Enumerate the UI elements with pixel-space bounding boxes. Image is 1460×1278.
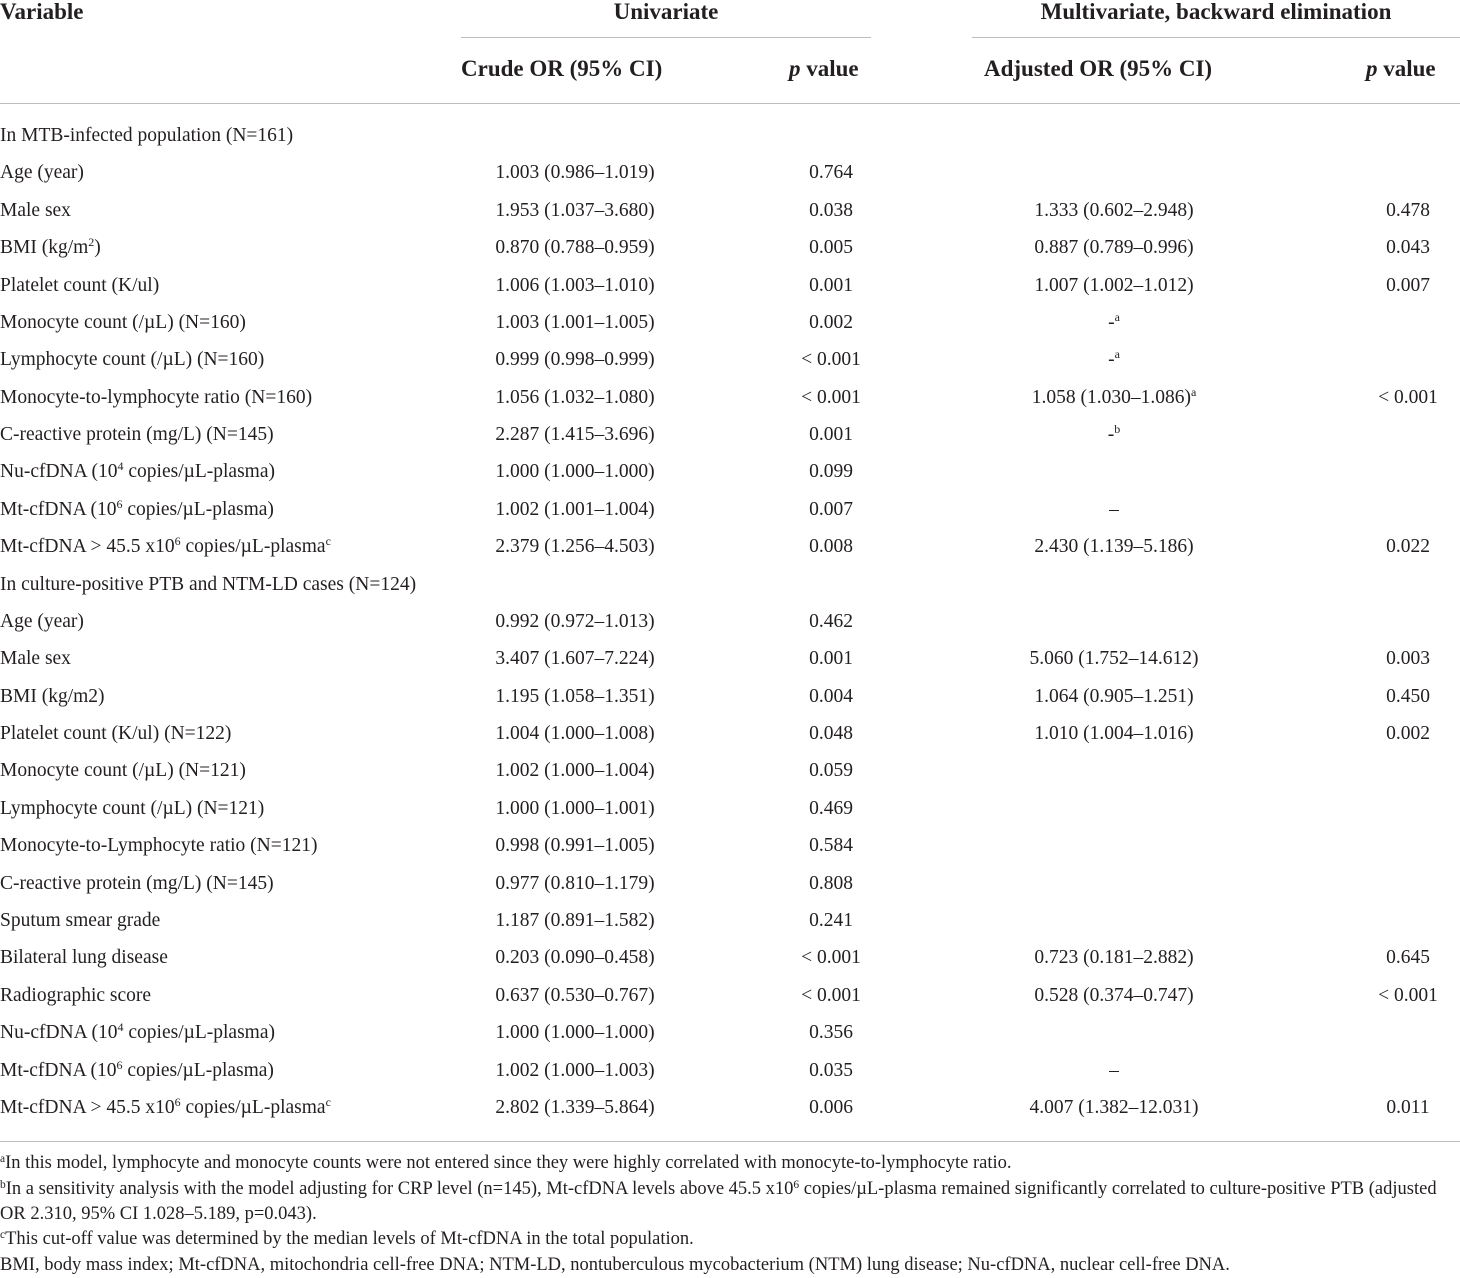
variable-cell xyxy=(0,603,84,640)
crude-or-cell: 2.379 (1.256–4.503) xyxy=(495,536,655,558)
variable-label: In MTB-infected population (N=161) xyxy=(0,125,294,146)
univariate-p-cell: 0.808 xyxy=(809,872,853,894)
univariate-p-cell: 0.099 xyxy=(809,461,853,483)
adjusted-or-cell xyxy=(1034,939,1193,976)
table-row xyxy=(0,304,1460,341)
crude-or-cell: 1.056 (1.032–1.080) xyxy=(495,386,655,408)
variable-label: Platelet count (K/ul) xyxy=(0,274,160,296)
variable-cell xyxy=(0,229,101,266)
variable-label-suffix: copies/µL-plasma xyxy=(180,1096,326,1118)
table-row xyxy=(0,902,1460,939)
adjusted-or-cell xyxy=(1034,267,1193,304)
variable-cell xyxy=(0,267,159,304)
variable-label: Male sex xyxy=(0,199,71,221)
variable-cell xyxy=(0,416,274,453)
variable-label: C-reactive protein (mg/L) (N=145) xyxy=(0,872,274,894)
adjusted-or-cell xyxy=(1109,491,1119,528)
header-p-value-1 xyxy=(789,56,859,82)
variable-label: Bilateral lung disease xyxy=(0,947,168,969)
univariate-p-cell: 0.241 xyxy=(809,909,853,931)
variable-cell xyxy=(0,379,312,416)
crude-or-cell: 1.000 (1.000–1.000) xyxy=(495,461,655,483)
adjusted-or-value: – xyxy=(1109,1059,1119,1081)
table-row xyxy=(0,229,1460,266)
variable-label-suffix: copies/µL-plasma xyxy=(180,536,326,558)
variable-label: Age (year) xyxy=(0,610,84,632)
variable-label: Mt-cfDNA (10 xyxy=(0,498,117,520)
adjusted-or-value: 0.887 (0.789–0.996) xyxy=(1034,237,1194,259)
adjusted-or-cell xyxy=(1030,640,1199,677)
crude-or-cell: 1.000 (1.000–1.000) xyxy=(495,1022,655,1044)
adjusted-or-value: 0.528 (0.374–0.747) xyxy=(1034,984,1194,1006)
variable-label: Monocyte-to-lymphocyte ratio (N=160) xyxy=(0,386,313,408)
univariate-p-cell: 0.035 xyxy=(809,1059,853,1081)
header-variable: Variable xyxy=(0,0,84,24)
adjusted-or-cell xyxy=(1108,304,1120,341)
header-p-value-2 xyxy=(1366,56,1436,82)
crude-or-cell: 2.287 (1.415–3.696) xyxy=(495,424,655,446)
univariate-p-cell: 0.584 xyxy=(809,835,853,857)
variable-cell xyxy=(0,192,71,229)
variable-label-suffix: copies/µL-plasma) xyxy=(123,461,275,483)
table-row xyxy=(0,752,1460,789)
crude-or-cell: 1.002 (1.000–1.003) xyxy=(495,1059,655,1081)
footnote-mark: b xyxy=(1114,422,1121,437)
multivariate-underline xyxy=(972,37,1460,38)
adjusted-or-value: - xyxy=(1108,311,1115,333)
univariate-p-cell: 0.005 xyxy=(809,237,853,259)
table-row xyxy=(0,379,1460,416)
multivariate-p-cell: < 0.001 xyxy=(1378,386,1438,408)
univariate-p-cell: 0.001 xyxy=(809,424,853,446)
adjusted-or-cell xyxy=(1030,1089,1199,1126)
univariate-p-cell: < 0.001 xyxy=(801,349,861,371)
footnote-mark: a xyxy=(1114,309,1120,324)
variable-cell xyxy=(0,790,264,827)
variable-cell xyxy=(0,154,84,191)
variable-label: Radiographic score xyxy=(0,984,152,1006)
adjusted-or-value: 0.723 (0.181–2.882) xyxy=(1034,947,1194,969)
adjusted-or-cell xyxy=(1109,1052,1119,1089)
adjusted-or-value: - xyxy=(1107,424,1115,446)
crude-or-cell: 0.999 (0.998–0.999) xyxy=(495,349,655,371)
adjusted-or-value: 1.064 (0.905–1.251) xyxy=(1034,685,1194,707)
variable-label: Mt-cfDNA (10 xyxy=(0,1059,117,1081)
univariate-p-cell: 0.038 xyxy=(809,199,853,221)
label-superscript: 6 xyxy=(116,496,123,511)
multivariate-p-cell: 0.007 xyxy=(1386,274,1430,296)
multivariate-p-cell: 0.003 xyxy=(1386,648,1430,670)
crude-or-cell: 1.953 (1.037–3.680) xyxy=(495,199,655,221)
univariate-p-cell: 0.001 xyxy=(809,274,853,296)
adjusted-or-cell xyxy=(1034,528,1193,565)
crude-or-cell: 0.203 (0.090–0.458) xyxy=(495,947,655,969)
adjusted-or-value: - xyxy=(1108,349,1115,371)
p-italic: p xyxy=(789,56,801,81)
label-superscript: 4 xyxy=(117,1020,124,1035)
adjusted-or-cell xyxy=(1032,379,1197,416)
adjusted-or-value: 4.007 (1.382–12.031) xyxy=(1029,1096,1199,1118)
adjusted-or-value: 2.430 (1.139–5.186) xyxy=(1034,536,1194,558)
p-italic: p xyxy=(1366,56,1378,81)
adjusted-or-value: 1.058 (1.030–1.086) xyxy=(1031,386,1191,408)
table-row xyxy=(0,827,1460,864)
table-row xyxy=(0,267,1460,304)
label-superscript: 6 xyxy=(174,534,181,549)
univariate-p-cell: 0.462 xyxy=(809,610,853,632)
table-bottom-rule xyxy=(0,1141,1460,1142)
variable-label: Monocyte-to-Lymphocyte ratio (N=121) xyxy=(0,835,318,857)
multivariate-p-cell: 0.043 xyxy=(1386,237,1430,259)
crude-or-cell: 1.195 (1.058–1.351) xyxy=(495,685,655,707)
crude-or-cell: 1.006 (1.003–1.010) xyxy=(495,274,655,296)
multivariate-p-cell: < 0.001 xyxy=(1378,984,1438,1006)
adjusted-or-value: 5.060 (1.752–14.612) xyxy=(1029,648,1199,670)
table-row xyxy=(0,154,1460,191)
univariate-p-cell: 0.001 xyxy=(809,648,853,670)
variable-cell xyxy=(0,902,160,939)
crude-or-cell: 3.407 (1.607–7.224) xyxy=(495,648,655,670)
table-row xyxy=(0,528,1460,565)
variable-label: Male sex xyxy=(0,648,71,670)
univariate-p-cell: 0.007 xyxy=(809,498,853,520)
variable-cell xyxy=(0,491,274,528)
footnote xyxy=(0,1253,1460,1278)
univariate-p-cell: 0.002 xyxy=(809,311,853,333)
footnote xyxy=(0,1151,1460,1176)
footnote-text: BMI, body mass index; Mt-cfDNA, mitochondria cell-free DNA; NTM-LD, nontuberculous mycobacterium (NTM) lung disease; Nu-cfDNA, nuclear cell-free DNA. xyxy=(0,1255,1230,1275)
table-row xyxy=(0,640,1460,677)
variable-label: BMI (kg/m2) xyxy=(0,685,105,707)
label-superscript: 6 xyxy=(174,1094,181,1109)
variable-label-suffix: copies/µL-plasma) xyxy=(122,1059,274,1081)
header-univariate: Univariate xyxy=(613,0,719,24)
univariate-p-cell: 0.004 xyxy=(809,685,853,707)
variable-label: C-reactive protein (mg/L) (N=145) xyxy=(0,424,274,446)
univariate-p-cell: 0.356 xyxy=(809,1022,853,1044)
variable-cell xyxy=(0,304,246,341)
crude-or-cell: 1.004 (1.000–1.008) xyxy=(495,723,655,745)
univariate-p-cell: 0.059 xyxy=(809,760,853,782)
variable-cell xyxy=(0,977,151,1014)
variable-cell xyxy=(0,939,168,976)
variable-cell xyxy=(0,1052,274,1089)
label-superscript: 2 xyxy=(88,235,95,250)
univariate-p-cell: < 0.001 xyxy=(801,386,861,408)
multivariate-p-cell: 0.645 xyxy=(1386,947,1430,969)
footnote-text: In this model, lymphocyte and monocyte counts were not entered since they were highly correlated with monocyte-to-lymphocyte ratio. xyxy=(5,1153,1012,1173)
variable-label: In culture-positive PTB and NTM-LD cases (N=124) xyxy=(0,573,417,595)
variable-label: Monocyte count (/µL) (N=121) xyxy=(0,760,246,782)
table-row xyxy=(0,939,1460,976)
section-row xyxy=(0,566,1460,603)
table-row xyxy=(0,453,1460,490)
crude-or-cell: 1.002 (1.000–1.004) xyxy=(495,760,655,782)
table-row xyxy=(0,1014,1460,1051)
table-row xyxy=(0,341,1460,378)
crude-or-cell: 1.003 (1.001–1.005) xyxy=(495,311,655,333)
footnote-mark: c xyxy=(325,1094,331,1109)
variable-cell xyxy=(0,528,331,565)
variable-cell xyxy=(0,865,274,902)
variable-label: Nu-cfDNA (10 xyxy=(0,1022,118,1044)
variable-cell xyxy=(0,640,71,677)
header-adjusted-or: Adjusted OR (95% CI) xyxy=(984,56,1213,81)
multivariate-p-cell: 0.450 xyxy=(1386,685,1430,707)
footnote-mark: c xyxy=(0,1229,6,1241)
variable-cell xyxy=(0,1014,275,1051)
footnote-superscript: 6 xyxy=(793,1179,800,1191)
footnote-mark: a xyxy=(1190,384,1197,399)
variable-label: Age (year) xyxy=(0,162,84,184)
variable-label-suffix: copies/µL-plasma) xyxy=(123,1022,275,1044)
adjusted-or-value: 1.010 (1.004–1.016) xyxy=(1034,723,1194,745)
crude-or-cell: 0.992 (0.972–1.013) xyxy=(495,610,655,632)
footnote-text: copies/µL-plasma remained significantly correlated to culture-positive PTB (adjusted OR 2.310, 95% CI 1.028–5.189, p=0.043). xyxy=(0,1179,1437,1224)
label-superscript: 6 xyxy=(116,1057,123,1072)
variable-label: BMI (kg/m xyxy=(0,237,89,259)
variable-cell xyxy=(0,341,264,378)
table-row xyxy=(0,977,1460,1014)
table-row xyxy=(0,491,1460,528)
footnote-mark: a xyxy=(1114,347,1120,362)
univariate-p-cell: < 0.001 xyxy=(801,984,861,1006)
table-row xyxy=(0,1052,1460,1089)
univariate-p-cell: 0.048 xyxy=(809,723,853,745)
adjusted-or-value: – xyxy=(1109,498,1119,520)
footnote-mark: a xyxy=(0,1153,6,1165)
crude-or-cell: 0.870 (0.788–0.959) xyxy=(495,237,655,259)
crude-or-cell: 0.998 (0.991–1.005) xyxy=(495,835,655,857)
crude-or-cell: 2.802 (1.339–5.864) xyxy=(495,1096,655,1118)
adjusted-or-cell xyxy=(1108,416,1121,453)
header-crude-or: Crude OR (95% CI) xyxy=(461,56,663,81)
variable-cell xyxy=(0,715,231,752)
multivariate-p-cell: 0.478 xyxy=(1386,199,1430,221)
crude-or-cell: 0.637 (0.530–0.767) xyxy=(495,984,655,1006)
crude-or-cell: 1.187 (0.891–1.582) xyxy=(495,909,655,931)
adjusted-or-value: 1.007 (1.002–1.012) xyxy=(1034,274,1194,296)
multivariate-p-cell: 0.002 xyxy=(1386,723,1430,745)
variable-label: Mt-cfDNA > 45.5 x10 xyxy=(0,536,175,558)
variable-label: Monocyte count (/µL) (N=160) xyxy=(0,311,246,333)
crude-or-cell: 0.977 (0.810–1.179) xyxy=(495,872,655,894)
adjusted-or-cell xyxy=(1034,229,1193,266)
variable-cell xyxy=(0,1089,331,1126)
variable-label: Platelet count (K/ul) (N=122) xyxy=(0,723,232,745)
variable-cell xyxy=(0,117,293,154)
header-bottom-rule xyxy=(0,103,1460,104)
table-row xyxy=(0,603,1460,640)
variable-cell xyxy=(0,453,275,490)
multivariate-p-cell: 0.011 xyxy=(1386,1096,1430,1118)
footnote-mark: c xyxy=(325,534,331,549)
variable-label: Nu-cfDNA (10 xyxy=(0,461,118,483)
variable-label-suffix: copies/µL-plasma) xyxy=(122,498,274,520)
univariate-p-cell: 0.764 xyxy=(809,162,853,184)
variable-label: Lymphocyte count (/µL) (N=121) xyxy=(0,797,265,819)
section-row xyxy=(0,117,1460,154)
univariate-p-cell: 0.006 xyxy=(809,1096,853,1118)
table-row xyxy=(0,865,1460,902)
univariate-p-cell: 0.469 xyxy=(809,797,853,819)
table-row xyxy=(0,678,1460,715)
table-row xyxy=(0,790,1460,827)
value-word: value xyxy=(1377,56,1436,81)
footnote-text: In a sensitivity analysis with the model adjusting for CRP level (n=145), Mt-cfDNA levels above 45.5 x10 xyxy=(5,1179,794,1199)
table-row xyxy=(0,715,1460,752)
variable-label-suffix: ) xyxy=(94,237,101,259)
variable-cell xyxy=(0,566,416,603)
adjusted-or-cell xyxy=(1108,341,1120,378)
label-superscript: 4 xyxy=(117,459,124,474)
footnote xyxy=(0,1177,1460,1227)
value-word: value xyxy=(800,56,859,81)
footnote xyxy=(0,1227,1460,1252)
univariate-p-cell: 0.008 xyxy=(809,536,853,558)
crude-or-cell: 1.000 (1.000–1.001) xyxy=(495,797,655,819)
footnote-mark: b xyxy=(0,1179,6,1191)
crude-or-cell: 1.003 (0.986–1.019) xyxy=(495,162,655,184)
univariate-p-cell: < 0.001 xyxy=(801,947,861,969)
variable-cell xyxy=(0,678,105,715)
crude-or-cell: 1.002 (1.001–1.004) xyxy=(495,498,655,520)
variable-cell xyxy=(0,827,318,864)
univariate-underline xyxy=(461,37,871,38)
footnote-text: This cut-off value was determined by the median levels of Mt-cfDNA in the total population. xyxy=(5,1229,694,1249)
table-row xyxy=(0,1089,1460,1126)
variable-cell xyxy=(0,752,246,789)
table-row xyxy=(0,416,1460,453)
variable-label: Sputum smear grade xyxy=(0,909,161,931)
adjusted-or-cell xyxy=(1034,678,1193,715)
adjusted-or-cell xyxy=(1034,192,1193,229)
adjusted-or-value: 1.333 (0.602–2.948) xyxy=(1034,199,1194,221)
header-multivariate: Multivariate, backward elimination xyxy=(1040,0,1392,24)
variable-label: Lymphocyte count (/µL) (N=160) xyxy=(0,349,265,371)
variable-label: Mt-cfDNA > 45.5 x10 xyxy=(0,1096,175,1118)
table-row xyxy=(0,192,1460,229)
adjusted-or-cell xyxy=(1034,715,1193,752)
adjusted-or-cell xyxy=(1034,977,1193,1014)
multivariate-p-cell: 0.022 xyxy=(1386,536,1430,558)
